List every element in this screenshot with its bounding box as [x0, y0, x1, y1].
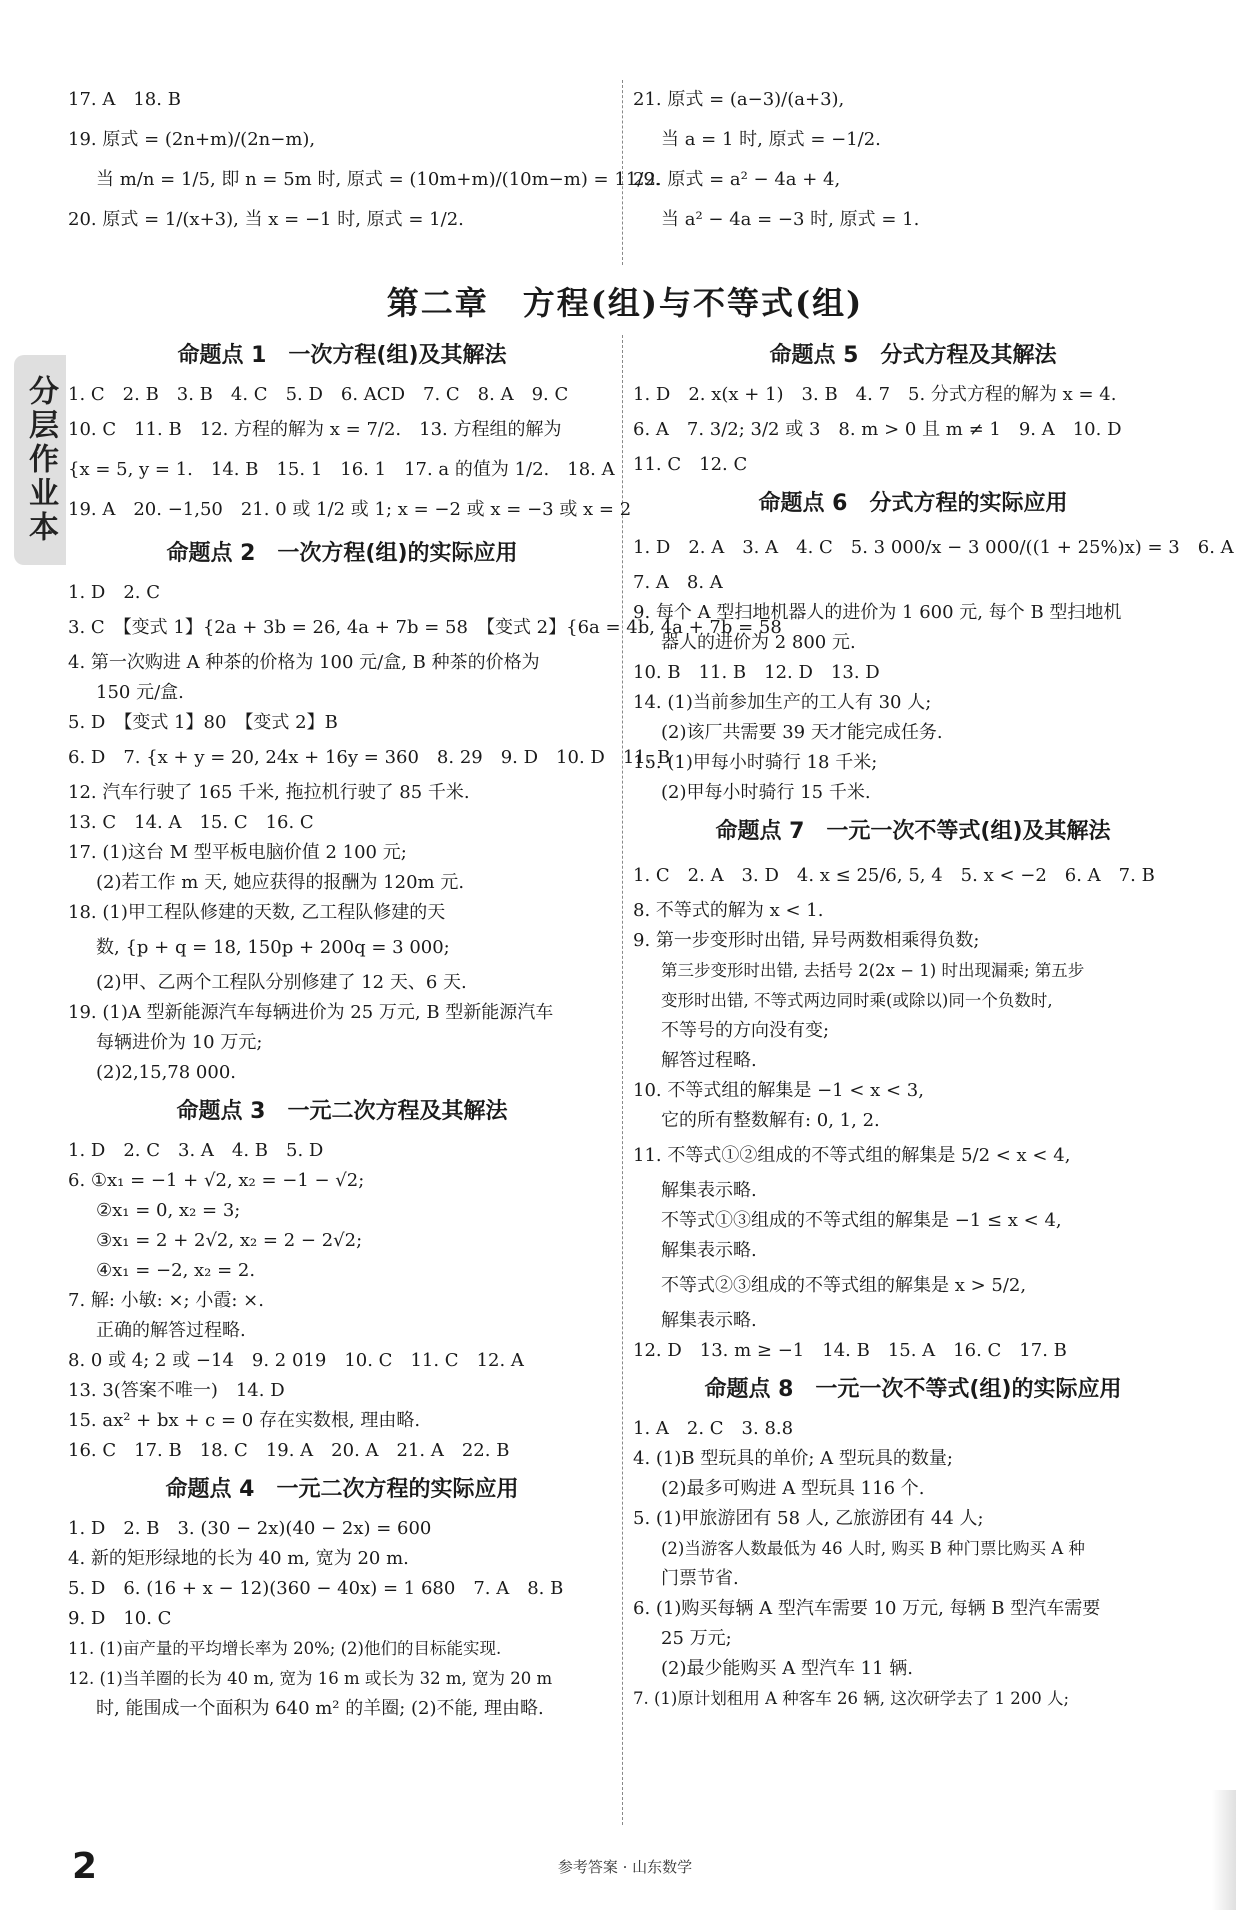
section-heading: 命题点 7 一元一次不等式(组)及其解法 — [715, 819, 1111, 844]
section-heading: 命题点 2 一次方程(组)的实际应用 — [166, 541, 518, 566]
section-heading: 命题点 3 一元二次方程及其解法 — [176, 1099, 508, 1124]
top-right-answers — [633, 80, 1193, 240]
answer-line: 9. D 10. C — [68, 1608, 172, 1629]
answer-line: 3. C 【变式 1】{2a + 3b = 26, 4a + 7b = 58 【变式 2】{6a = 4b, 4a + 7b = 58 — [68, 617, 782, 638]
answer-line: 8. 0 或 4; 2 或 −14 9. 2 019 10. C 11. C 12. A — [68, 1350, 524, 1371]
answer-line: 当 a = 1 时, 原式 = −1/2. — [661, 129, 881, 150]
column-divider — [622, 335, 623, 1825]
answer-line: 19. A 20. −1,50 21. 0 或 1/2 或 1; x = −2 或 x = −3 或 x = 2 — [68, 499, 632, 520]
answer-line: 13. 3(答案不唯一) 14. D — [68, 1380, 285, 1401]
answer-line: 11. (1)亩产量的平均增长率为 20%; (2)他们的目标能实现. — [68, 1639, 502, 1658]
answer-line: 4. (1)B 型玩具的单价; A 型玩具的数量; — [633, 1448, 953, 1469]
answer-line: 21. 原式 = (a−3)/(a+3), — [633, 89, 845, 110]
answer-line: (2)甲、乙两个工程队分别修建了 12 天、6 天. — [96, 972, 467, 993]
answer-line: (2)当游客人数最低为 46 人时, 购买 B 种门票比购买 A 种 — [661, 1539, 1085, 1558]
answer-line: (2)最少能购买 A 型汽车 11 辆. — [661, 1658, 914, 1679]
answer-line: 器人的进价为 2 800 元. — [661, 632, 856, 653]
tab-label: 分层作业本 — [23, 375, 58, 545]
answer-line: 解集表示略. — [661, 1240, 757, 1261]
answer-line: 4. 第一次购进 A 种茶的价格为 100 元/盒, B 种茶的价格为 — [68, 652, 540, 673]
answer-line: 11. 不等式①②组成的不等式组的解集是 5/2 < x < 4, — [633, 1145, 1071, 1166]
answer-line: 6. ①x₁ = −1 + √2, x₂ = −1 − √2; — [68, 1170, 365, 1191]
answer-line: 14. (1)当前参加生产的工人有 30 人; — [633, 692, 932, 713]
answer-line: 1. A 2. C 3. 8.8 — [633, 1418, 794, 1439]
answer-line: 15. ax² + bx + c = 0 存在实数根, 理由略. — [68, 1410, 421, 1431]
answer-line: 6. D 7. {x + y = 20, 24x + 16y = 360 8. 29 9. D 10. D 11. B — [68, 747, 671, 768]
answer-line: {x = 5, y = 1. 14. B 15. 1 16. 1 17. a 的值为 1/2. 18. A — [68, 459, 615, 480]
answer-line: 5. (1)甲旅游团有 58 人, 乙旅游团有 44 人; — [633, 1508, 984, 1529]
section-heading: 命题点 5 分式方程及其解法 — [769, 343, 1057, 368]
answer-line: 12. (1)当羊圈的长为 40 m, 宽为 16 m 或长为 32 m, 宽为 20 m — [68, 1669, 553, 1688]
answer-line: (2)若工作 m 天, 她应获得的报酬为 120m 元. — [96, 872, 465, 893]
answer-line: ②x₁ = 0, x₂ = 3; — [96, 1200, 241, 1221]
answer-line: ④x₁ = −2, x₂ = 2. — [96, 1260, 256, 1281]
answer-line: 不等式②③组成的不等式组的解集是 x > 5/2, — [661, 1275, 1027, 1296]
section-heading: 命题点 1 一次方程(组)及其解法 — [177, 343, 507, 368]
answer-line: 时, 能围成一个面积为 640 m² 的羊圈; (2)不能, 理由略. — [96, 1698, 544, 1719]
answer-line: 11. C 12. C — [633, 454, 748, 475]
answer-line: 1. C 2. B 3. B 4. C 5. D 6. ACD 7. C 8. A 9. C — [68, 384, 569, 405]
answer-line: 不等式①③组成的不等式组的解集是 −1 ≤ x < 4, — [661, 1210, 1062, 1231]
answer-line: 门票节省. — [661, 1568, 739, 1589]
page-number: 2 — [72, 1846, 98, 1887]
answer-line: 每辆进价为 10 万元; — [96, 1032, 263, 1053]
answer-line: 4. 新的矩形绿地的长为 40 m, 宽为 20 m. — [68, 1548, 409, 1569]
section-heading: 命题点 6 分式方程的实际应用 — [758, 491, 1068, 516]
answer-line: (2)2,15,78 000. — [96, 1062, 237, 1083]
answer-line: 18. (1)甲工程队修建的天数, 乙工程队修建的天 — [68, 902, 446, 923]
answer-line: ③x₁ = 2 + 2√2, x₂ = 2 − 2√2; — [96, 1230, 363, 1251]
top-left-answers — [68, 80, 661, 240]
answer-line: 19. 原式 = (2n+m)/(2n−m), — [68, 129, 316, 150]
page-curl — [1212, 1790, 1236, 1910]
answer-line: 不等号的方向没有变; — [661, 1020, 830, 1041]
answer-line: 1. D 2. C — [68, 582, 160, 603]
answer-line: 10. B 11. B 12. D 13. D — [633, 662, 880, 683]
answer-line: 9. 每个 A 型扫地机器人的进价为 1 600 元, 每个 B 型扫地机 — [633, 602, 1122, 623]
answer-line: 当 m/n = 1/5, 即 n = 5m 时, 原式 = (10m+m)/(10m−m) = 11/9. — [96, 169, 661, 190]
answer-line: 15. (1)甲每小时骑行 18 千米; — [633, 752, 878, 773]
answer-line: 9. 第一步变形时出错, 异号两数相乘得负数; — [633, 930, 980, 951]
answer-line: 12. D 13. m ≥ −1 14. B 15. A 16. C 17. B — [633, 1340, 1067, 1361]
answer-line: 25 万元; — [661, 1628, 732, 1649]
section-heading: 命题点 4 一元二次方程的实际应用 — [165, 1477, 519, 1502]
answer-line: 6. A 7. 3/2; 3/2 或 3 8. m > 0 且 m ≠ 1 9. A 10. D — [633, 419, 1122, 440]
answer-line: 1. C 2. A 3. D 4. x ≤ 25/6, 5, 4 5. x < −2 6. A 7. B — [633, 865, 1155, 886]
answer-line: 变形时出错, 不等式两边同时乘(或除以)同一个负数时, — [661, 991, 1053, 1010]
answer-line: 6. (1)购买每辆 A 型汽车需要 10 万元, 每辆 B 型汽车需要 — [633, 1598, 1101, 1619]
answer-line: 12. 汽车行驶了 165 千米, 拖拉机行驶了 85 千米. — [68, 782, 470, 803]
page-footer: 参考答案 · 山东数学 — [557, 1858, 693, 1876]
answer-line: 19. (1)A 型新能源汽车每辆进价为 25 万元, B 型新能源汽车 — [68, 1002, 554, 1023]
answer-line: 解答过程略. — [661, 1050, 757, 1071]
answer-line: 解集表示略. — [661, 1310, 757, 1331]
answer-line: 10. C 11. B 12. 方程的解为 x = 7/2. 13. 方程组的解为 — [68, 419, 562, 440]
answer-line: (2)甲每小时骑行 15 千米. — [661, 782, 871, 803]
answer-line: 数, {p + q = 18, 150p + 200q = 3 000; — [96, 937, 450, 958]
answer-line: 解集表示略. — [661, 1180, 757, 1201]
answer-line: (2)最多可购进 A 型玩具 116 个. — [661, 1478, 925, 1499]
answer-line: 它的所有整数解有: 0, 1, 2. — [661, 1110, 880, 1131]
column-divider — [622, 80, 623, 265]
answer-line: 7. 解: 小敏: ×; 小霞: ×. — [68, 1290, 264, 1311]
answer-line: 第三步变形时出错, 去括号 2(2x − 1) 时出现漏乘; 第五步 — [661, 961, 1085, 980]
answer-line: 20. 原式 = 1/(x+3), 当 x = −1 时, 原式 = 1/2. — [68, 209, 464, 230]
section-heading: 命题点 8 一元一次不等式(组)的实际应用 — [704, 1377, 1122, 1402]
answer-line: 8. 不等式的解为 x < 1. — [633, 900, 824, 921]
answer-line: 1. D 2. x(x + 1) 3. B 4. 7 5. 分式方程的解为 x = 4. — [633, 384, 1117, 405]
chapter-title: 第二章 方程(组)与不等式(组) — [386, 284, 864, 322]
answer-line: 7. (1)原计划租用 A 种客车 26 辆, 这次研学去了 1 200 人; — [633, 1689, 1070, 1708]
answer-line: 5. D 【变式 1】80 【变式 2】B — [68, 712, 338, 733]
right-column — [633, 332, 1234, 1714]
answer-line: 150 元/盒. — [96, 682, 184, 703]
answer-line: 正确的解答过程略. — [96, 1320, 246, 1341]
answer-line: 17. A 18. B — [68, 89, 181, 110]
section-tab — [14, 355, 66, 565]
answer-line: 13. C 14. A 15. C 16. C — [68, 812, 314, 833]
answer-line: 22. 原式 = a² − 4a + 4, — [633, 169, 841, 190]
answer-line: 5. D 6. (16 + x − 12)(360 − 40x) = 1 680 7. A 8. B — [68, 1578, 564, 1599]
answer-line: 1. D 2. B 3. (30 − 2x)(40 − 2x) = 600 — [68, 1518, 432, 1539]
answer-line: 16. C 17. B 18. C 19. A 20. A 21. A 22. B — [68, 1440, 510, 1461]
answer-line: 17. (1)这台 M 型平板电脑价值 2 100 元; — [68, 842, 407, 863]
answer-line: (2)该厂共需要 39 天才能完成任务. — [661, 722, 943, 743]
answer-line: 当 a² − 4a = −3 时, 原式 = 1. — [661, 209, 920, 230]
answer-line: 1. D 2. C 3. A 4. B 5. D — [68, 1140, 324, 1161]
answer-line: 10. 不等式组的解集是 −1 < x < 3, — [633, 1080, 924, 1101]
answer-line: 1. D 2. A 3. A 4. C 5. 3 000/x − 3 000/((1 + 25%)x) = 3 6. A — [633, 537, 1234, 558]
answer-line: 7. A 8. A — [633, 572, 723, 593]
